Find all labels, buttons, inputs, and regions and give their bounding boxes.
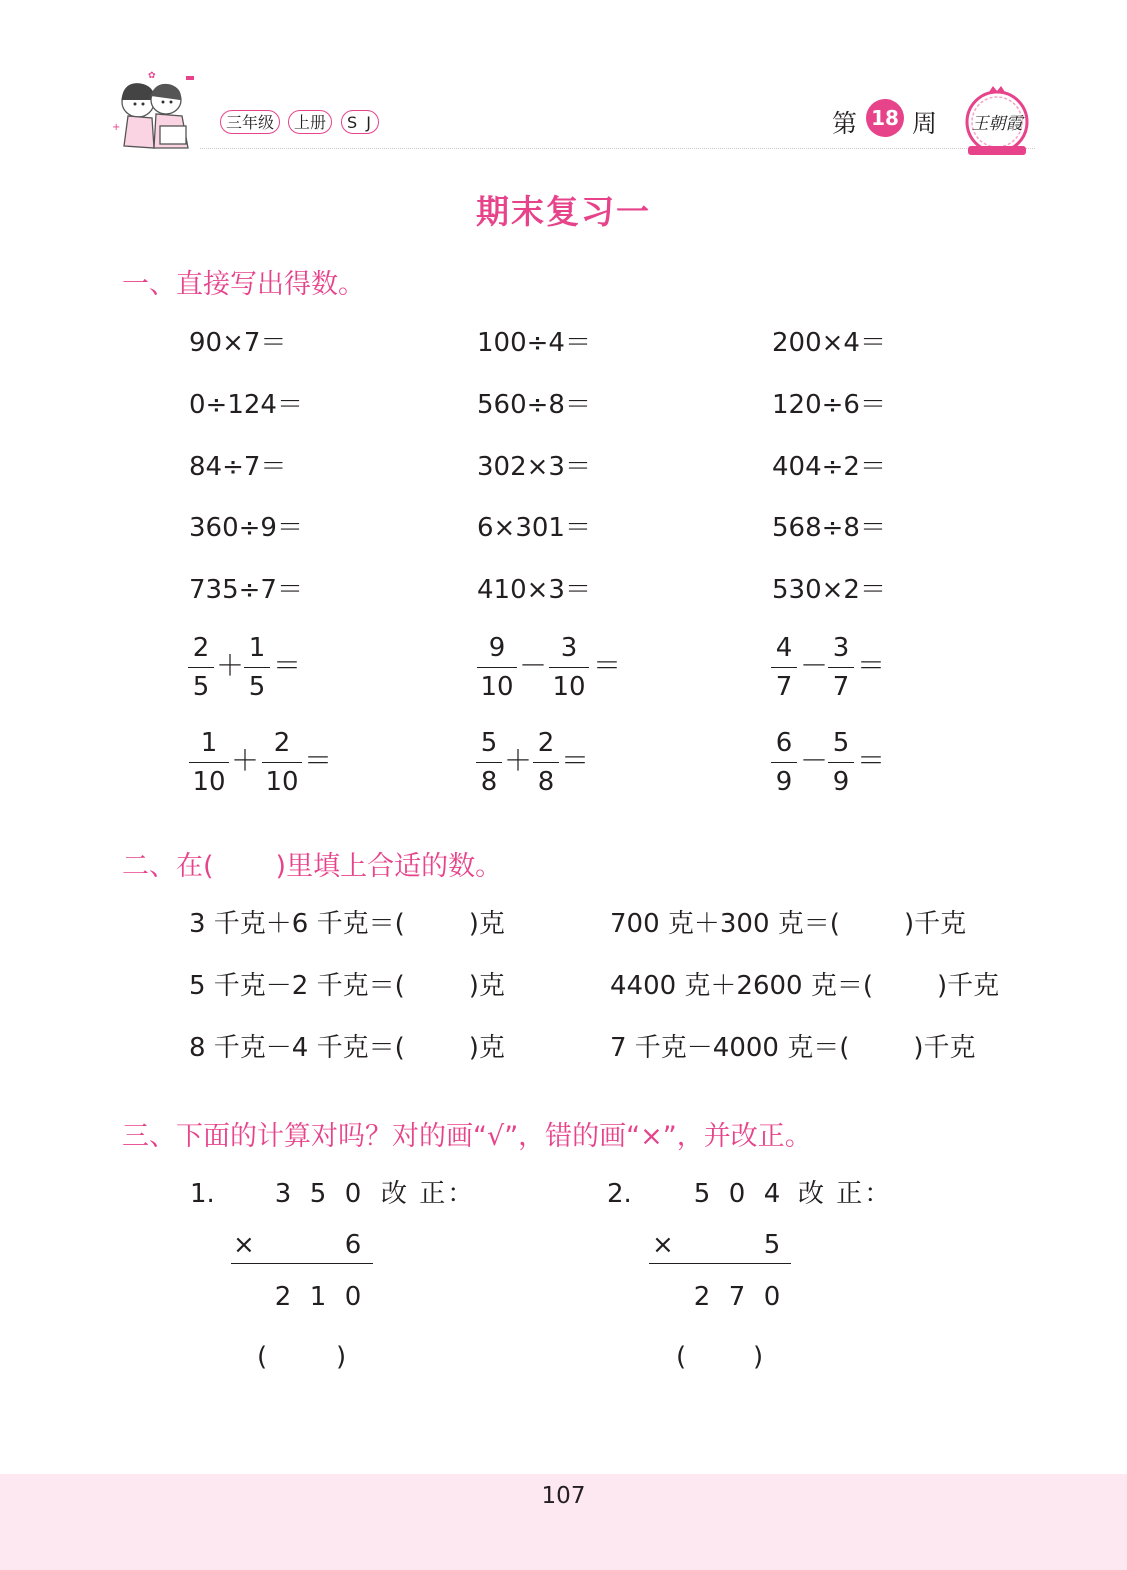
- digit: 5: [309, 1179, 327, 1209]
- week-prefix: 第: [832, 109, 858, 138]
- edition-tag: S J: [341, 110, 379, 134]
- problem: 84÷7＝: [189, 452, 287, 482]
- problem: 90×7＝: [189, 328, 287, 358]
- fraction: $\frac{9}{10}$: [477, 634, 517, 701]
- author-seal: [962, 82, 1032, 158]
- judge-paren-close: ): [336, 1342, 347, 1372]
- correction-label: 改 正：: [798, 1179, 893, 1209]
- fraction: $\frac{5}{8}$: [476, 729, 502, 796]
- digit: 0: [344, 1282, 362, 1312]
- judge-paren-open: (: [676, 1342, 687, 1372]
- digit: 7: [728, 1282, 746, 1312]
- fraction: $\frac{3}{10}$: [549, 634, 589, 701]
- fill-blank-row: 8 千克－4 千克＝( )克: [189, 1033, 505, 1063]
- equals-sign: ＝: [561, 744, 590, 777]
- digit: 6: [344, 1230, 362, 1260]
- correction-label: 改 正：: [381, 1179, 476, 1209]
- problem: 560÷8＝: [477, 390, 591, 420]
- equals-sign: ＝: [857, 744, 886, 777]
- problem: 360÷9＝: [189, 513, 303, 543]
- fill-blank-row: 700 克＋300 克＝( )千克: [610, 909, 967, 939]
- fill-blank-row: 5 千克－2 千克＝( )克: [189, 971, 505, 1001]
- problem-number: 2.: [607, 1179, 632, 1209]
- week-number-badge: 18: [866, 99, 904, 137]
- operator: ＋: [231, 744, 260, 777]
- equals-sign: ＝: [593, 649, 622, 682]
- problem-number: 1.: [190, 1179, 215, 1209]
- problem: 530×2＝: [772, 575, 886, 605]
- problem: 735÷7＝: [189, 575, 303, 605]
- seal-badge-icon: [962, 82, 1032, 158]
- operator: －: [519, 649, 548, 682]
- digit: 0: [728, 1179, 746, 1209]
- equals-sign: ＝: [857, 649, 886, 682]
- fraction: $\frac{2}{8}$: [533, 729, 559, 796]
- fill-blank-row: 7 千克－4000 克＝( )千克: [610, 1033, 976, 1063]
- problem: 120÷6＝: [772, 390, 886, 420]
- operator: ＋: [216, 649, 245, 682]
- fraction: $\frac{3}{7}$: [828, 634, 854, 701]
- fraction: $\frac{2}{5}$: [188, 634, 214, 701]
- fraction: $\frac{6}{9}$: [771, 729, 797, 796]
- children-illustration: [108, 70, 206, 156]
- section2-heading: 二、在( )里填上合适的数。: [122, 851, 503, 882]
- digit: 2: [274, 1282, 292, 1312]
- problem: 6×301＝: [477, 513, 591, 543]
- digit: 0: [763, 1282, 781, 1312]
- svg-text:+: +: [112, 122, 121, 133]
- problem: 200×4＝: [772, 328, 886, 358]
- fraction: $\frac{4}{7}$: [771, 634, 797, 701]
- digit: 2: [693, 1282, 711, 1312]
- digit: 0: [344, 1179, 362, 1209]
- equals-sign: ＝: [304, 744, 333, 777]
- operator: －: [800, 744, 829, 777]
- multiply-sign: ×: [233, 1230, 255, 1260]
- judge-answer-box[interactable]: [272, 1342, 332, 1372]
- problem: 410×3＝: [477, 575, 591, 605]
- page-number: 107: [541, 1483, 586, 1509]
- section3-heading: 三、下面的计算对吗？对的画“√”，错的画“×”，并改正。: [122, 1121, 812, 1152]
- digit: 5: [763, 1230, 781, 1260]
- judge-paren-close: ): [753, 1342, 764, 1372]
- svg-text:王朝霞: 王朝霞: [971, 114, 1023, 134]
- equals-sign: ＝: [273, 649, 302, 682]
- grade-tag: 三年级: [220, 110, 280, 134]
- judge-answer-box[interactable]: [691, 1342, 751, 1372]
- problem: 404÷2＝: [772, 452, 886, 482]
- digit: 5: [693, 1179, 711, 1209]
- digit: 1: [309, 1282, 327, 1312]
- digit: 3: [274, 1179, 292, 1209]
- problem: 302×3＝: [477, 452, 591, 482]
- fill-blank-row: 4400 克＋2600 克＝( )千克: [610, 971, 1000, 1001]
- fraction: $\frac{2}{10}$: [262, 729, 302, 796]
- operator: －: [800, 649, 829, 682]
- problem: 100÷4＝: [477, 328, 591, 358]
- section1-heading: 一、直接写出得数。: [122, 269, 365, 300]
- judge-paren-open: (: [257, 1342, 268, 1372]
- multiply-sign: ×: [652, 1230, 674, 1260]
- volume-tag: 上册: [288, 110, 332, 134]
- week-suffix: 周: [912, 109, 938, 138]
- fraction: $\frac{1}{10}$: [189, 729, 229, 796]
- problem: 568÷8＝: [772, 513, 886, 543]
- header-divider: [200, 148, 1035, 149]
- page-title: 期末复习一: [476, 192, 651, 231]
- fill-blank-row: 3 千克＋6 千克＝( )克: [189, 909, 505, 939]
- problem: 0÷124＝: [189, 390, 303, 420]
- fraction: $\frac{5}{9}$: [828, 729, 854, 796]
- fraction: $\frac{1}{5}$: [244, 634, 270, 701]
- sum-line: [649, 1263, 791, 1264]
- sum-line: [231, 1263, 373, 1264]
- digit: 4: [763, 1179, 781, 1209]
- operator: ＋: [504, 744, 533, 777]
- svg-text:✿: ✿: [148, 71, 156, 81]
